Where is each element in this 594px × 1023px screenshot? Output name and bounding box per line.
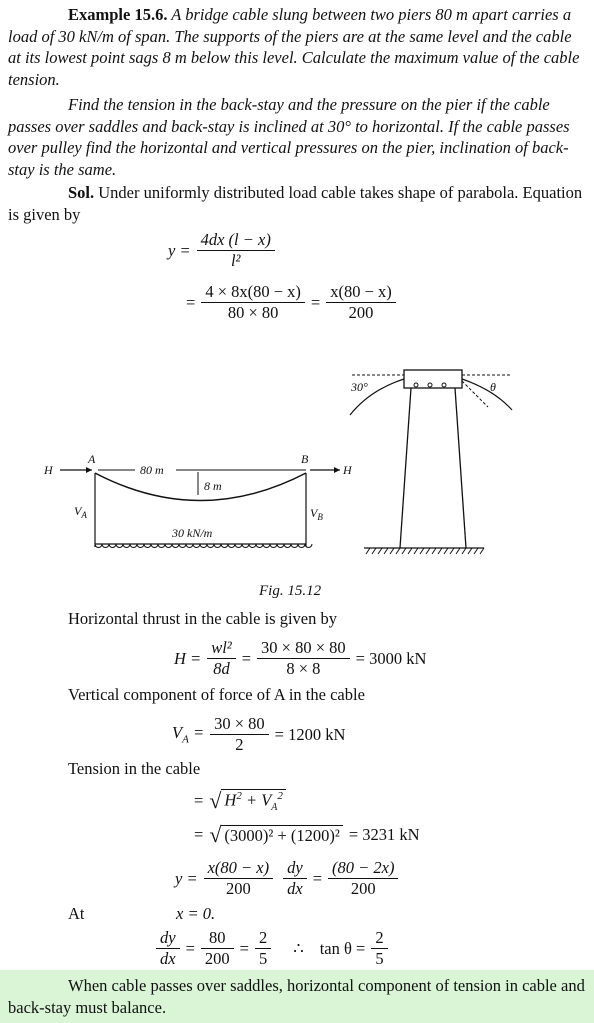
saddle bbox=[404, 370, 462, 388]
dy-rden: 200 bbox=[350, 879, 376, 898]
h-equals: = bbox=[241, 648, 252, 668]
figure-caption: Fig. 15.12 bbox=[259, 583, 322, 599]
t-line-2: (3000)² + (1200)² bbox=[221, 825, 342, 846]
hatch-line bbox=[414, 548, 418, 554]
pier-left bbox=[400, 388, 411, 548]
label-load: 30 kN/m bbox=[172, 526, 213, 540]
h-num-2: 30 × 80 × 80 bbox=[257, 638, 350, 659]
va-den: 2 bbox=[235, 735, 244, 754]
eq2-fraction-a bbox=[201, 282, 305, 323]
h-right-arrow bbox=[334, 467, 340, 473]
at-value: x = 0. bbox=[176, 904, 216, 923]
h-frac-1 bbox=[207, 638, 236, 679]
dy-num: dy bbox=[283, 858, 307, 879]
hatch-line bbox=[378, 548, 382, 554]
slope-eq-1: = bbox=[185, 938, 195, 958]
hatch-line bbox=[408, 548, 412, 554]
t1-equals: = bbox=[194, 791, 204, 810]
slope-num-3: 2 bbox=[255, 928, 271, 949]
at-label: At bbox=[68, 904, 85, 923]
hatch-line bbox=[450, 548, 454, 554]
slope-frac-2 bbox=[201, 928, 234, 969]
h-left-arrow bbox=[86, 467, 92, 473]
equation-tension-2 bbox=[194, 822, 420, 848]
problem-statement bbox=[8, 4, 586, 90]
sqrt-2 bbox=[209, 822, 343, 848]
equation-va bbox=[172, 714, 345, 755]
eq2-equals-2: = bbox=[310, 292, 321, 312]
label-theta: θ bbox=[490, 380, 496, 394]
hatch-line bbox=[384, 548, 388, 554]
hatch-line bbox=[372, 548, 376, 554]
equation-tension-1 bbox=[194, 788, 286, 814]
tangent-right bbox=[462, 381, 488, 407]
eq2-den-b: 200 bbox=[348, 303, 374, 322]
equation-parabola bbox=[168, 230, 275, 271]
dy-rhs-frac bbox=[328, 858, 398, 899]
slope-num-2: 80 bbox=[201, 928, 234, 949]
slope-num-1: dy bbox=[156, 928, 180, 949]
figure-15-12 bbox=[0, 345, 594, 585]
h-result: = 3000 kN bbox=[355, 648, 427, 668]
solution-label: Sol. bbox=[68, 183, 95, 202]
eq2-den-a: 80 × 80 bbox=[227, 303, 279, 322]
label-a: A bbox=[88, 452, 96, 466]
ground-hatch bbox=[366, 548, 484, 554]
eq1-fraction bbox=[197, 230, 275, 271]
solution-intro-text: Under uniformly distributed load cable takes shape of parabola. Equation is given by bbox=[8, 183, 583, 224]
va-lhs: $V_A$ = bbox=[172, 723, 205, 746]
final-text: When cable passes over saddles, horizontal component of tension in cable and back-stay must balance. bbox=[8, 976, 585, 1017]
label-angle-30: 30° bbox=[351, 380, 368, 394]
h-den-2: 8 × 8 bbox=[286, 659, 321, 678]
hatch-line bbox=[480, 548, 484, 554]
eq1-num: 4dx (l − x) bbox=[197, 230, 275, 251]
va-num: 30 × 80 bbox=[210, 714, 269, 735]
label-h-right: H bbox=[343, 463, 352, 477]
hatch-line bbox=[462, 548, 466, 554]
h-num-1: wl² bbox=[207, 638, 236, 659]
equation-derivative bbox=[175, 858, 398, 899]
h-frac-2 bbox=[257, 638, 350, 679]
tension-text: Tension in the cable bbox=[68, 759, 201, 778]
equation-slope bbox=[156, 928, 388, 969]
slope-den-3: 5 bbox=[258, 949, 268, 968]
equation-thrust bbox=[174, 638, 426, 679]
problem-text: A bridge cable slung between two piers 80 m apart carries a load of 30 kN/m of span. The supports of the piers are at the same level and the cable at its lowest point sags 8 m below this level. Calculate the maximum value of the cable tension. bbox=[8, 5, 580, 89]
solution-intro bbox=[8, 182, 586, 225]
example-label: Example 15.6. bbox=[68, 5, 168, 24]
pier-right bbox=[455, 388, 466, 548]
label-vb: $V_B$ bbox=[310, 506, 323, 522]
eq1-den: l² bbox=[230, 251, 241, 270]
label-h-left: H bbox=[44, 463, 53, 477]
t-line-1: $H^2 + V_A^2$ bbox=[221, 789, 286, 813]
y-frac bbox=[204, 858, 274, 899]
radical-1: √ bbox=[209, 788, 222, 813]
label-va: $V_A$ bbox=[74, 504, 87, 520]
slope-den-2: 200 bbox=[204, 949, 230, 968]
t2-equals: = bbox=[194, 825, 204, 844]
va-frac bbox=[210, 714, 269, 755]
hatch-line bbox=[468, 548, 472, 554]
therefore-symbol: ∴ bbox=[293, 938, 304, 958]
slope-frac-1 bbox=[156, 928, 180, 969]
sqrt-1 bbox=[209, 788, 286, 814]
label-sag: 8 m bbox=[204, 479, 222, 493]
h-den-1: 8d bbox=[213, 659, 230, 678]
tan-frac bbox=[371, 928, 387, 969]
cable-curve bbox=[95, 473, 306, 501]
hatch-line bbox=[426, 548, 430, 554]
tan-num: 2 bbox=[371, 928, 387, 949]
eq2-fraction-b bbox=[326, 282, 396, 323]
y-num: x(80 − x) bbox=[204, 858, 274, 879]
slope-den-1: dx bbox=[160, 949, 176, 968]
dy-den: dx bbox=[287, 879, 303, 898]
hatch-line bbox=[438, 548, 442, 554]
slope-frac-3 bbox=[255, 928, 271, 969]
eq2-num-b: x(80 − x) bbox=[326, 282, 396, 303]
hatch-line bbox=[474, 548, 478, 554]
vertical-text: Vertical component of force of A in the cable bbox=[68, 685, 365, 704]
t-result: = 3231 kN bbox=[348, 825, 420, 844]
cable-right bbox=[462, 379, 512, 410]
y-den: 200 bbox=[225, 879, 251, 898]
problem-text-2: Find the tension in the back-stay and the pressure on the pier if the cable passes over saddles and back-stay is inclined at 30° to horizontal. If the cable passes over pulley find the horizontal and vertical pressures on the pier, inclination of back-stay is the same. bbox=[8, 95, 570, 179]
va-result: = 1200 kN bbox=[274, 724, 346, 744]
hatch-line bbox=[420, 548, 424, 554]
tan-den: 5 bbox=[375, 949, 384, 968]
hatch-line bbox=[390, 548, 394, 554]
h-lhs: H = bbox=[174, 648, 202, 668]
dy-rnum: (80 − 2x) bbox=[328, 858, 398, 879]
slope-eq-2: = bbox=[239, 938, 249, 958]
hatch-line bbox=[432, 548, 436, 554]
thrust-text: Horizontal thrust in the cable is given by bbox=[68, 609, 337, 628]
hatch-line bbox=[402, 548, 406, 554]
label-b: B bbox=[301, 452, 309, 466]
eq2-equals: = bbox=[186, 292, 196, 312]
eq1-lhs: y = bbox=[168, 240, 191, 260]
eq2-num-a: 4 × 8x(80 − x) bbox=[201, 282, 305, 303]
y-lhs: y = bbox=[175, 868, 198, 888]
dydx-frac bbox=[283, 858, 307, 899]
hatch-line bbox=[396, 548, 400, 554]
problem-statement-2 bbox=[8, 94, 586, 180]
tan-lhs: tan θ = bbox=[319, 938, 366, 958]
dy-equals: = bbox=[312, 868, 323, 888]
label-span: 80 m bbox=[140, 463, 164, 477]
hatch-line bbox=[366, 548, 370, 554]
equation-parabola-2 bbox=[186, 282, 396, 323]
radical-2: √ bbox=[209, 822, 222, 847]
hatch-line bbox=[444, 548, 448, 554]
hatch-line bbox=[456, 548, 460, 554]
